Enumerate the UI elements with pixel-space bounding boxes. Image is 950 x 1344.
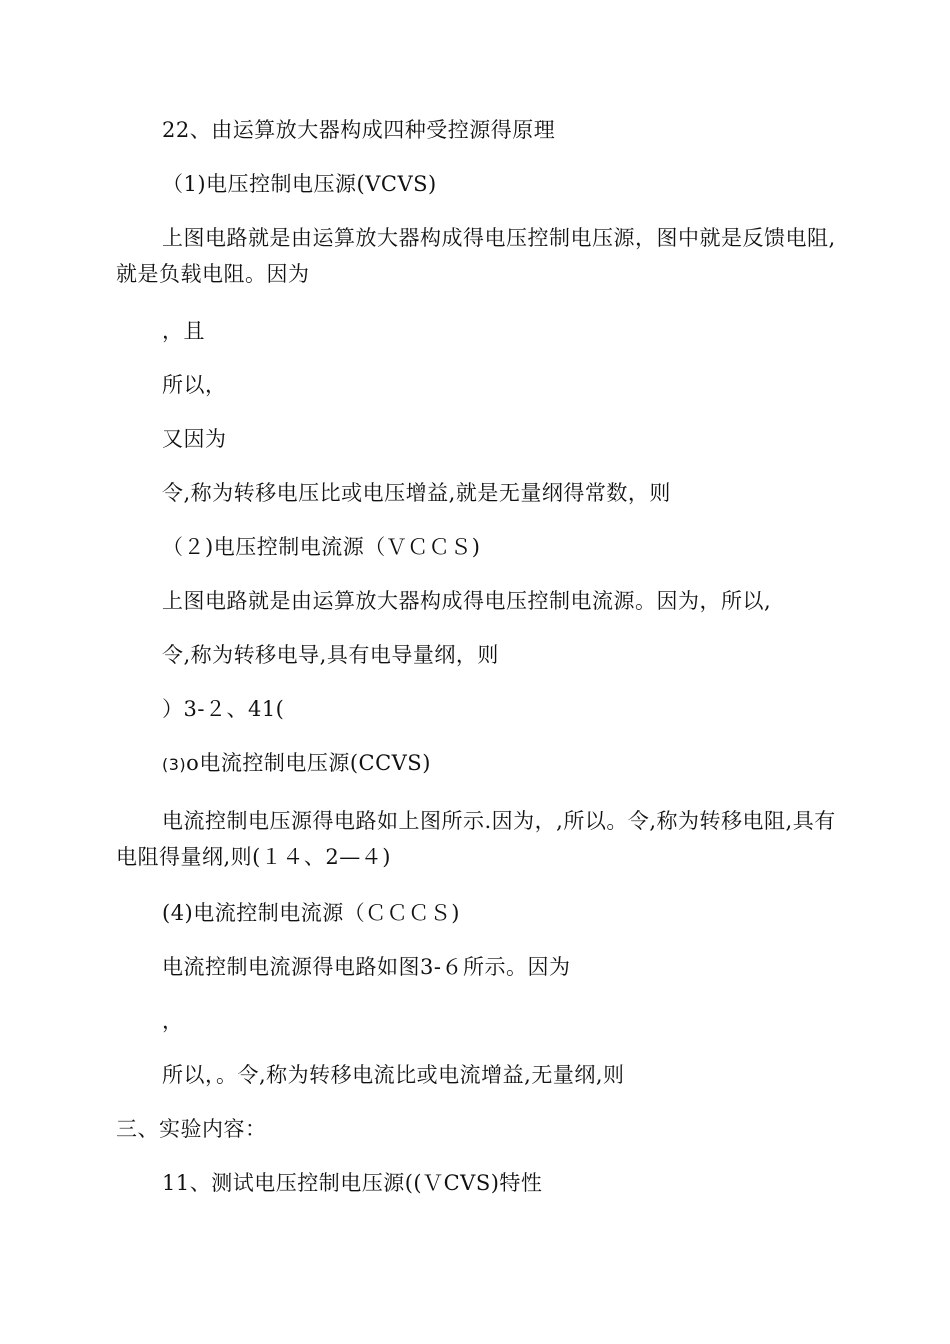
subsection-1-paragraph: 上图电路就是由运算放大器构成得电压控制电压源，图中就是反馈电阻,就是负载电阻。因为	[116, 226, 836, 286]
subsection-1-fragment-youyinwei: 又因为	[162, 427, 227, 451]
subsection-1-fragment-suoyi: 所以，	[162, 373, 227, 397]
subsection-4-gain-definition: 所以，。令,称为转移电流比或电流增益,无量纲,则	[162, 1063, 625, 1087]
subsection-1-fragment-qie: ，且	[162, 319, 205, 343]
subsection-3-number: (3)	[162, 755, 187, 774]
subsection-4-fragment-comma: ，	[162, 1009, 184, 1033]
subsection-3-title-text: o电流控制电压源(CCVS)	[186, 751, 431, 775]
subsection-2-title: （２)电压控制电流源（ＶＣＣＳ)	[162, 535, 481, 559]
subsection-1-title: （1)电压控制电压源(VCVS)	[162, 172, 437, 196]
subsection-1-gain-definition: 令,称为转移电压比或电压增益,就是无量纲得常数，则	[162, 481, 671, 505]
subsection-3-paragraph: 电流控制电压源得电路如上图所示.因为，,所以。令,称为转移电阻,具有电阻得量纲,则(１４、2—４)	[116, 809, 836, 869]
subsection-4-paragraph: 电流控制电流源得电路如图3-６所示。因为	[162, 955, 571, 979]
subsection-2-transconductance: 令,称为转移电导,具有电导量纲，则	[162, 643, 499, 667]
subsection-4-title: (4)电流控制电流源（ＣＣＣＳ)	[162, 901, 460, 925]
subsection-2-equation-ref: ）3-２、41(	[162, 697, 285, 721]
item-11: 11、测试电压控制电压源((ＶCVS)特性	[162, 1171, 543, 1195]
section-3-heading: 三、实验内容：	[116, 1117, 267, 1141]
subsection-2-paragraph: 上图电路就是由运算放大器构成得电压控制电流源。因为，所以,	[162, 589, 772, 613]
subsection-3-title	[162, 750, 431, 778]
heading-22: 22、由运算放大器构成四种受控源得原理	[162, 118, 556, 142]
